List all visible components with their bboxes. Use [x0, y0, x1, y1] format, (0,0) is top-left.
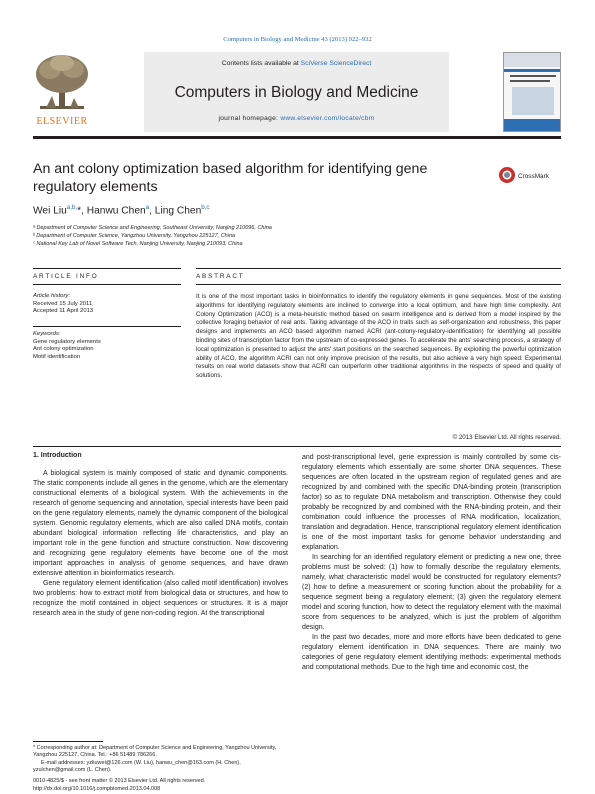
article-title-line-1: An ant colony optimization based algorithm for identifying gene: [33, 161, 428, 177]
author-name: Wei Liu: [33, 205, 67, 217]
homepage-prefix: journal homepage:: [218, 115, 281, 122]
abstract-copyright: © 2013 Elsevier Ltd. All rights reserved.: [452, 434, 561, 441]
abstract-text: It is one of the most important tasks in bioinformatics to identify the regulatory elements in gene sequences. Most of the existing algorithms for identifying regulatory elements are inclined to converge into a local optimum, and have high time complexity. Ant Colony Optimization (ACO) is a meta-heuristic method based on swarm intelligence and is derived from a model inspired by the collective foraging behavior of real ants. Taking advantage of the ACO in traits such as self-organization and robustness, this paper designs and implements an ACO based algorithm named ACRI (ant-colony-regulatory-identification) for identifying all possible binding sites of transcription factor from the upstream of co-expressed genes. To accelerate the ants' searching process, a strategy of local optimization is presented to adjust the ants' start positions on the searched sequences. By exploiting the powerful optimization ability of ACO, the algorithm ACRI can not only improve precision of the results, but also achieve a very high speed. Experimental results on real world datasets show that ACRI can outperform other traditional algorithms in the respects of speed and quality of solutions.: [196, 293, 561, 380]
author-list: Wei Liu$^{a,b,}$*, Hanwu Chen$^a$, Ling Chen$^{b,c}$: [33, 204, 210, 217]
journal-title: Computers in Biology and Medicine: [174, 84, 419, 101]
affiliation-c: ᶜ National Key Lab of Novel Software Tech, Nanjing University, Nanjing 210093, China: [33, 241, 243, 247]
header-rule: [33, 136, 561, 139]
article-history: [33, 293, 93, 316]
article-info-rule-top: [33, 268, 181, 269]
accepted-date: Accepted 11 April 2013: [33, 308, 94, 315]
author-affiliation-marker[interactable]: a,b,: [66, 204, 78, 211]
body-paragraph: In searching for an identified regulatory element or predicting a new one, three problems must be solved: (1) how to formally describe the regulatory elements, namely, what characteristic model would be constructed for regulatory elements? (2) how to define a measurement or scoring function about the probability for a sequence segment being a regulatory element; (3) given the regulatory element model and scoring function, how to detect the regulatory element with the maximal score from sequences to be analyzed, which is just the problem of algorithm design.: [302, 554, 561, 631]
elsevier-wordmark: ELSEVIER: [36, 116, 88, 127]
introduction-heading: 1. Introduction: [33, 452, 82, 459]
journal-cover-image: [503, 52, 561, 132]
doi-link[interactable]: http://dx.doi.org/10.1016/j.compbiomed.2013.04.008: [33, 786, 161, 792]
author-affiliation-marker[interactable]: a: [145, 204, 150, 211]
homepage-link[interactable]: www.elsevier.com/locate/cbm: [280, 115, 375, 122]
history-label: Article history:: [33, 293, 70, 299]
received-date: Received 15 July 2011: [33, 300, 93, 307]
contents-prefix: Contents lists available at: [221, 60, 301, 67]
issn-line: 0010-4825/$ - see front matter © 2013 Elsevier Ltd. All rights reserved.: [33, 778, 206, 784]
article-info-rule-bottom: [33, 284, 181, 285]
keyword: Motif identification: [33, 353, 81, 360]
author-name: Hanwu Chen: [86, 205, 146, 217]
body-paragraph: In the past two decades, more and more efforts have been dedicated to gene regulatory element identification in DNA sequences. There are mainly two categories of gene regulatory element identifying methods: experimental methods and computational methods. Due to the high time and economic cost, the: [302, 634, 561, 671]
abstract-end-rule: [33, 446, 561, 447]
body-paragraph: and post-transcriptional level, gene expression is mainly controlled by some cis-regulatory elements which essentially are some shorter DNA sequences. These sequences are often located in the upstream region of regulated genes and are recognized by and combined with the specific DNA-binding protein (transcription factor) so as to regulate DNA metabolism and transcription. Otherwise they could probably be recognized by and combined with the RNA-binding protein, and their combination could influence the processes of RNA modification, localization, translation and degradation. Hence, transcriptional regulatory element identification is one of the most important tasks for genome behavior understanding and explanation.: [302, 454, 561, 551]
affiliation-a: ᵃ Department of Computer Science and Engineering, Southeast University, Nanjing 210096, China: [33, 225, 272, 231]
article-info-heading: ARTICLE INFO: [33, 273, 99, 280]
body-paragraph: A biological system is mainly composed of static and dynamic components. The static components include all genes in the genome, which are the elementary constructional elements of a biological system. With the achievements in the research of genome sequencing and annotation, special interests have been paid on the gene regulatory elements, namely the dynamic component of the biological system. Genomic regulatory elements, which are also called DNA motifs, contain abundant biological information reflecting life characteristics, and play an important role in the gene function and structure construction. Now discovering and recognizing gene regulatory elements have become one of the most important approaches in analysis of genome sequences, and have drawn extensive attention in bioinformatics research.: [33, 470, 288, 577]
journal-reference[interactable]: Computers in Biology and Medicine 43 (2013) 922–932: [223, 36, 372, 43]
crossmark-label: CrossMark: [518, 173, 549, 180]
article-title: [33, 160, 473, 196]
abstract-rule-bottom: [196, 284, 561, 285]
sciencedirect-link[interactable]: SciVerse ScienceDirect: [300, 60, 372, 67]
keywords-block: [33, 331, 101, 361]
right-column: [302, 453, 561, 673]
corresponding-star[interactable]: *: [77, 205, 82, 217]
footnote-rule: [33, 741, 103, 742]
abstract-heading: ABSTRACT: [196, 273, 245, 280]
body-paragraph: Gene regulatory element identification (also called motif identification) involves two problems: how to extract motif from biological data or structures, and how to recognize the motif contained in object sequences or structures. It is a major research area in the study of gene non-coding region. At the transcriptional: [33, 580, 288, 617]
email-footnote[interactable]: E-mail addresses: yzliuwei@126.com (W. Liu), hanwu_chen@163.com (H. Chen), yzulchen@gmail.com (L. Chen).: [33, 760, 241, 774]
keyword: Ant colony optimization: [33, 346, 94, 353]
abstract-rule-top: [196, 268, 561, 269]
affiliation-b: ᵇ Department of Computer Science, Yangzhou University, Yangzhou 225127, China: [33, 233, 236, 239]
corresponding-author-footnote: * Corresponding author at: Department of Computer Science and Engineering, Yangzhou University, Yangzhou 225127, China. Tel.: +86 51489 786266.: [33, 745, 277, 759]
left-column: [33, 469, 288, 619]
journal-homepage-line: [144, 115, 449, 122]
author-name: Ling Chen: [154, 205, 202, 217]
keywords-label: Keywords:: [33, 331, 61, 337]
article-title-line-2: regulatory elements: [33, 179, 158, 195]
contents-available-line: [144, 60, 449, 67]
keyword: Gene regulatory elements: [33, 338, 101, 345]
crossmark-badge[interactable]: [498, 165, 568, 185]
author-affiliation-marker[interactable]: b,c: [201, 204, 210, 211]
